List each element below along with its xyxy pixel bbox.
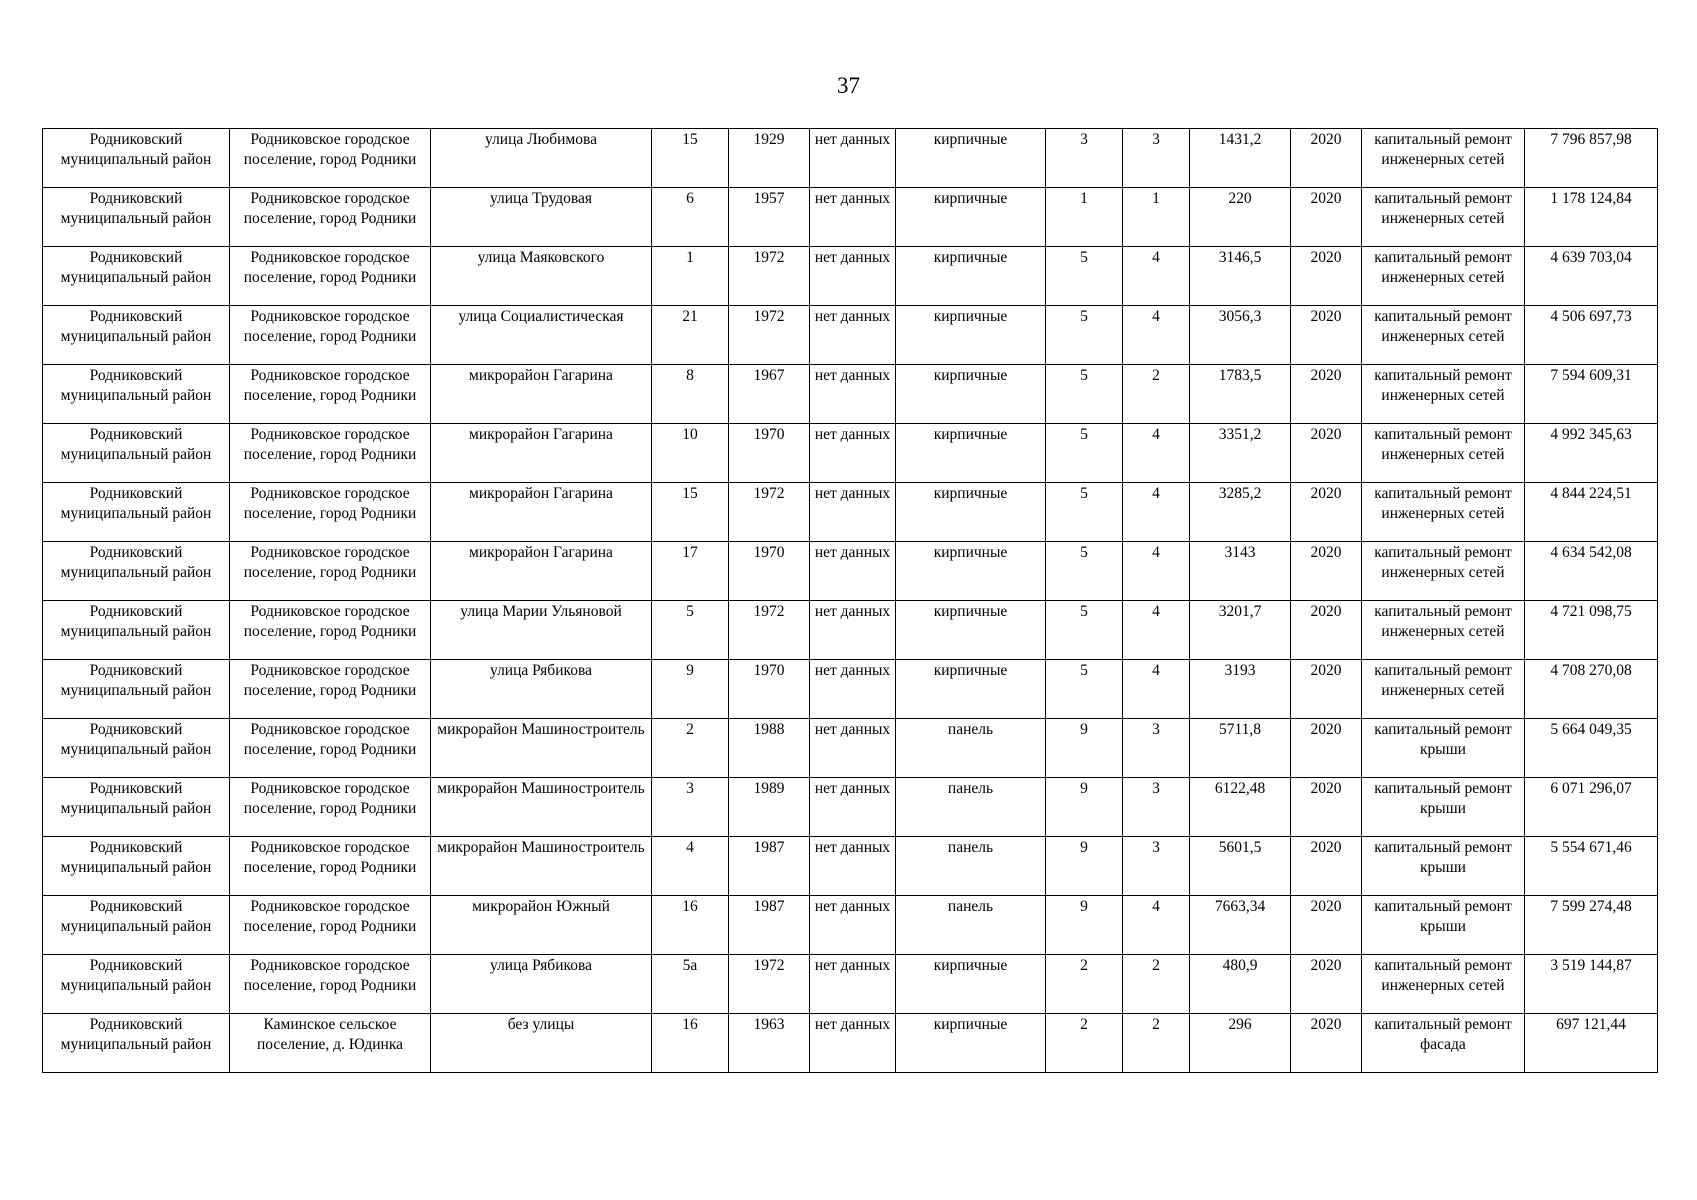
status-cell: нет данных [810,660,896,719]
cost-cell: 4 639 703,04 [1525,247,1658,306]
settlement-cell: Родниковское городское поселение, город Родники [230,129,431,188]
cost-cell: 5 554 671,46 [1525,837,1658,896]
area-cell: 6122,48 [1190,778,1291,837]
entrances-cell: 2 [1123,365,1190,424]
floors-cell: 9 [1046,719,1123,778]
cost-cell: 7 599 274,48 [1525,896,1658,955]
floors-cell: 5 [1046,306,1123,365]
street-cell: улица Рябикова [431,660,652,719]
plan-year-cell: 2020 [1291,719,1362,778]
house-number-cell: 5 [652,601,729,660]
status-cell: нет данных [810,306,896,365]
build-year-cell: 1970 [729,542,810,601]
work-type-cell: капитальный ремонт крыши [1362,778,1525,837]
area-cell: 296 [1190,1014,1291,1073]
status-cell: нет данных [810,188,896,247]
work-type-cell: капитальный ремонт инженерных сетей [1362,424,1525,483]
street-cell: улица Социалистическая [431,306,652,365]
district-cell: Родниковский муниципальный район [43,483,230,542]
build-year-cell: 1989 [729,778,810,837]
wall-material-cell: кирпичные [896,129,1046,188]
status-cell: нет данных [810,601,896,660]
build-year-cell: 1987 [729,837,810,896]
floors-cell: 5 [1046,601,1123,660]
floors-cell: 1 [1046,188,1123,247]
status-cell: нет данных [810,1014,896,1073]
district-cell: Родниковский муниципальный район [43,247,230,306]
settlement-cell: Родниковское городское поселение, город Родники [230,837,431,896]
street-cell: улица Любимова [431,129,652,188]
district-cell: Родниковский муниципальный район [43,542,230,601]
work-type-cell: капитальный ремонт крыши [1362,837,1525,896]
status-cell: нет данных [810,778,896,837]
entrances-cell: 2 [1123,955,1190,1014]
wall-material-cell: панель [896,896,1046,955]
build-year-cell: 1970 [729,424,810,483]
floors-cell: 2 [1046,955,1123,1014]
house-number-cell: 8 [652,365,729,424]
plan-year-cell: 2020 [1291,424,1362,483]
table-row [43,542,1658,601]
district-cell: Родниковский муниципальный район [43,955,230,1014]
wall-material-cell: кирпичные [896,247,1046,306]
plan-year-cell: 2020 [1291,837,1362,896]
area-cell: 7663,34 [1190,896,1291,955]
plan-year-cell: 2020 [1291,542,1362,601]
entrances-cell: 1 [1123,188,1190,247]
floors-cell: 9 [1046,896,1123,955]
work-type-cell: капитальный ремонт крыши [1362,719,1525,778]
settlement-cell: Родниковское городское поселение, город Родники [230,660,431,719]
entrances-cell: 3 [1123,837,1190,896]
table-row [43,955,1658,1014]
settlement-cell: Родниковское городское поселение, город Родники [230,306,431,365]
street-cell: микрорайон Машиностроитель [431,719,652,778]
entrances-cell: 4 [1123,483,1190,542]
cost-cell: 5 664 049,35 [1525,719,1658,778]
house-number-cell: 15 [652,483,729,542]
status-cell: нет данных [810,424,896,483]
status-cell: нет данных [810,365,896,424]
district-cell: Родниковский муниципальный район [43,129,230,188]
house-number-cell: 16 [652,896,729,955]
street-cell: микрорайон Гагарина [431,542,652,601]
table-row [43,365,1658,424]
cost-cell: 4 721 098,75 [1525,601,1658,660]
wall-material-cell: кирпичные [896,955,1046,1014]
status-cell: нет данных [810,896,896,955]
table-row [43,424,1658,483]
plan-year-cell: 2020 [1291,247,1362,306]
table-row [43,837,1658,896]
wall-material-cell: панель [896,719,1046,778]
settlement-cell: Родниковское городское поселение, город Родники [230,955,431,1014]
street-cell: микрорайон Машиностроитель [431,837,652,896]
settlement-cell: Родниковское городское поселение, город Родники [230,483,431,542]
cost-cell: 4 992 345,63 [1525,424,1658,483]
settlement-cell: Родниковское городское поселение, город Родники [230,542,431,601]
wall-material-cell: кирпичные [896,542,1046,601]
build-year-cell: 1957 [729,188,810,247]
table-row [43,660,1658,719]
district-cell: Родниковский муниципальный район [43,424,230,483]
entrances-cell: 4 [1123,542,1190,601]
area-cell: 3146,5 [1190,247,1291,306]
cost-cell: 7 796 857,98 [1525,129,1658,188]
cost-cell: 697 121,44 [1525,1014,1658,1073]
street-cell: микрорайон Гагарина [431,365,652,424]
page-number: 37 [837,73,860,98]
street-cell: улица Маяковского [431,247,652,306]
street-cell: без улицы [431,1014,652,1073]
street-cell: улица Трудовая [431,188,652,247]
settlement-cell: Родниковское городское поселение, город Родники [230,247,431,306]
street-cell: микрорайон Гагарина [431,424,652,483]
street-cell: улица Марии Ульяновой [431,601,652,660]
house-number-cell: 2 [652,719,729,778]
district-cell: Родниковский муниципальный район [43,660,230,719]
cost-cell: 6 071 296,07 [1525,778,1658,837]
street-cell: улица Рябикова [431,955,652,1014]
house-number-cell: 10 [652,424,729,483]
wall-material-cell: кирпичные [896,1014,1046,1073]
work-type-cell: капитальный ремонт инженерных сетей [1362,660,1525,719]
floors-cell: 5 [1046,483,1123,542]
build-year-cell: 1988 [729,719,810,778]
floors-cell: 5 [1046,542,1123,601]
district-cell: Родниковский муниципальный район [43,896,230,955]
table-row [43,188,1658,247]
work-type-cell: капитальный ремонт инженерных сетей [1362,483,1525,542]
build-year-cell: 1987 [729,896,810,955]
build-year-cell: 1972 [729,306,810,365]
work-type-cell: капитальный ремонт инженерных сетей [1362,601,1525,660]
cost-cell: 1 178 124,84 [1525,188,1658,247]
entrances-cell: 4 [1123,660,1190,719]
plan-year-cell: 2020 [1291,483,1362,542]
settlement-cell: Родниковское городское поселение, город Родники [230,778,431,837]
settlement-cell: Родниковское городское поселение, город Родники [230,719,431,778]
status-cell: нет данных [810,247,896,306]
work-type-cell: капитальный ремонт инженерных сетей [1362,247,1525,306]
area-cell: 3201,7 [1190,601,1291,660]
area-cell: 1783,5 [1190,365,1291,424]
entrances-cell: 4 [1123,247,1190,306]
area-cell: 3056,3 [1190,306,1291,365]
floors-cell: 5 [1046,660,1123,719]
entrances-cell: 4 [1123,306,1190,365]
status-cell: нет данных [810,542,896,601]
cost-cell: 4 634 542,08 [1525,542,1658,601]
work-type-cell: капитальный ремонт инженерных сетей [1362,542,1525,601]
cost-cell: 3 519 144,87 [1525,955,1658,1014]
table-row [43,129,1658,188]
table-row [43,247,1658,306]
status-cell: нет данных [810,719,896,778]
entrances-cell: 3 [1123,778,1190,837]
area-cell: 220 [1190,188,1291,247]
floors-cell: 5 [1046,424,1123,483]
build-year-cell: 1967 [729,365,810,424]
district-cell: Родниковский муниципальный район [43,601,230,660]
settlement-cell: Родниковское городское поселение, город Родники [230,365,431,424]
wall-material-cell: панель [896,778,1046,837]
settlement-cell: Родниковское городское поселение, город Родники [230,424,431,483]
wall-material-cell: кирпичные [896,365,1046,424]
entrances-cell: 4 [1123,601,1190,660]
settlement-cell: Каминское сельское поселение, д. Юдинка [230,1014,431,1073]
floors-cell: 5 [1046,247,1123,306]
wall-material-cell: кирпичные [896,601,1046,660]
work-type-cell: капитальный ремонт инженерных сетей [1362,955,1525,1014]
floors-cell: 9 [1046,837,1123,896]
house-number-cell: 21 [652,306,729,365]
plan-year-cell: 2020 [1291,1014,1362,1073]
wall-material-cell: кирпичные [896,188,1046,247]
build-year-cell: 1972 [729,601,810,660]
plan-year-cell: 2020 [1291,306,1362,365]
district-cell: Родниковский муниципальный район [43,365,230,424]
house-number-cell: 16 [652,1014,729,1073]
plan-year-cell: 2020 [1291,896,1362,955]
house-number-cell: 4 [652,837,729,896]
district-cell: Родниковский муниципальный район [43,837,230,896]
cost-cell: 4 708 270,08 [1525,660,1658,719]
street-cell: микрорайон Машиностроитель [431,778,652,837]
wall-material-cell: панель [896,837,1046,896]
street-cell: микрорайон Южный [431,896,652,955]
table-row [43,778,1658,837]
housing-repair-table [42,128,1658,1073]
floors-cell: 5 [1046,365,1123,424]
area-cell: 5711,8 [1190,719,1291,778]
house-number-cell: 6 [652,188,729,247]
work-type-cell: капитальный ремонт инженерных сетей [1362,306,1525,365]
status-cell: нет данных [810,837,896,896]
status-cell: нет данных [810,483,896,542]
area-cell: 3143 [1190,542,1291,601]
house-number-cell: 9 [652,660,729,719]
table-row [43,483,1658,542]
build-year-cell: 1970 [729,660,810,719]
plan-year-cell: 2020 [1291,601,1362,660]
build-year-cell: 1972 [729,955,810,1014]
district-cell: Родниковский муниципальный район [43,778,230,837]
entrances-cell: 3 [1123,129,1190,188]
cost-cell: 7 594 609,31 [1525,365,1658,424]
status-cell: нет данных [810,129,896,188]
work-type-cell: капитальный ремонт фасада [1362,1014,1525,1073]
district-cell: Родниковский муниципальный район [43,1014,230,1073]
wall-material-cell: кирпичные [896,306,1046,365]
area-cell: 3351,2 [1190,424,1291,483]
district-cell: Родниковский муниципальный район [43,188,230,247]
build-year-cell: 1963 [729,1014,810,1073]
wall-material-cell: кирпичные [896,483,1046,542]
plan-year-cell: 2020 [1291,129,1362,188]
table-row [43,1014,1658,1073]
build-year-cell: 1929 [729,129,810,188]
plan-year-cell: 2020 [1291,955,1362,1014]
house-number-cell: 17 [652,542,729,601]
area-cell: 3285,2 [1190,483,1291,542]
district-cell: Родниковский муниципальный район [43,306,230,365]
house-number-cell: 5а [652,955,729,1014]
floors-cell: 9 [1046,778,1123,837]
table-row [43,719,1658,778]
table-body [43,129,1658,1073]
settlement-cell: Родниковское городское поселение, город Родники [230,896,431,955]
area-cell: 480,9 [1190,955,1291,1014]
entrances-cell: 4 [1123,424,1190,483]
district-cell: Родниковский муниципальный район [43,719,230,778]
floors-cell: 2 [1046,1014,1123,1073]
plan-year-cell: 2020 [1291,660,1362,719]
work-type-cell: капитальный ремонт инженерных сетей [1362,129,1525,188]
area-cell: 5601,5 [1190,837,1291,896]
entrances-cell: 3 [1123,719,1190,778]
table-row [43,601,1658,660]
table-row [43,896,1658,955]
plan-year-cell: 2020 [1291,365,1362,424]
street-cell: микрорайон Гагарина [431,483,652,542]
wall-material-cell: кирпичные [896,424,1046,483]
cost-cell: 4 844 224,51 [1525,483,1658,542]
area-cell: 3193 [1190,660,1291,719]
cost-cell: 4 506 697,73 [1525,306,1658,365]
house-number-cell: 1 [652,247,729,306]
build-year-cell: 1972 [729,247,810,306]
work-type-cell: капитальный ремонт инженерных сетей [1362,188,1525,247]
house-number-cell: 15 [652,129,729,188]
wall-material-cell: кирпичные [896,660,1046,719]
work-type-cell: капитальный ремонт инженерных сетей [1362,365,1525,424]
work-type-cell: капитальный ремонт крыши [1362,896,1525,955]
entrances-cell: 2 [1123,1014,1190,1073]
table-row [43,306,1658,365]
plan-year-cell: 2020 [1291,778,1362,837]
status-cell: нет данных [810,955,896,1014]
build-year-cell: 1972 [729,483,810,542]
house-number-cell: 3 [652,778,729,837]
area-cell: 1431,2 [1190,129,1291,188]
settlement-cell: Родниковское городское поселение, город Родники [230,188,431,247]
entrances-cell: 4 [1123,896,1190,955]
plan-year-cell: 2020 [1291,188,1362,247]
floors-cell: 3 [1046,129,1123,188]
settlement-cell: Родниковское городское поселение, город Родники [230,601,431,660]
